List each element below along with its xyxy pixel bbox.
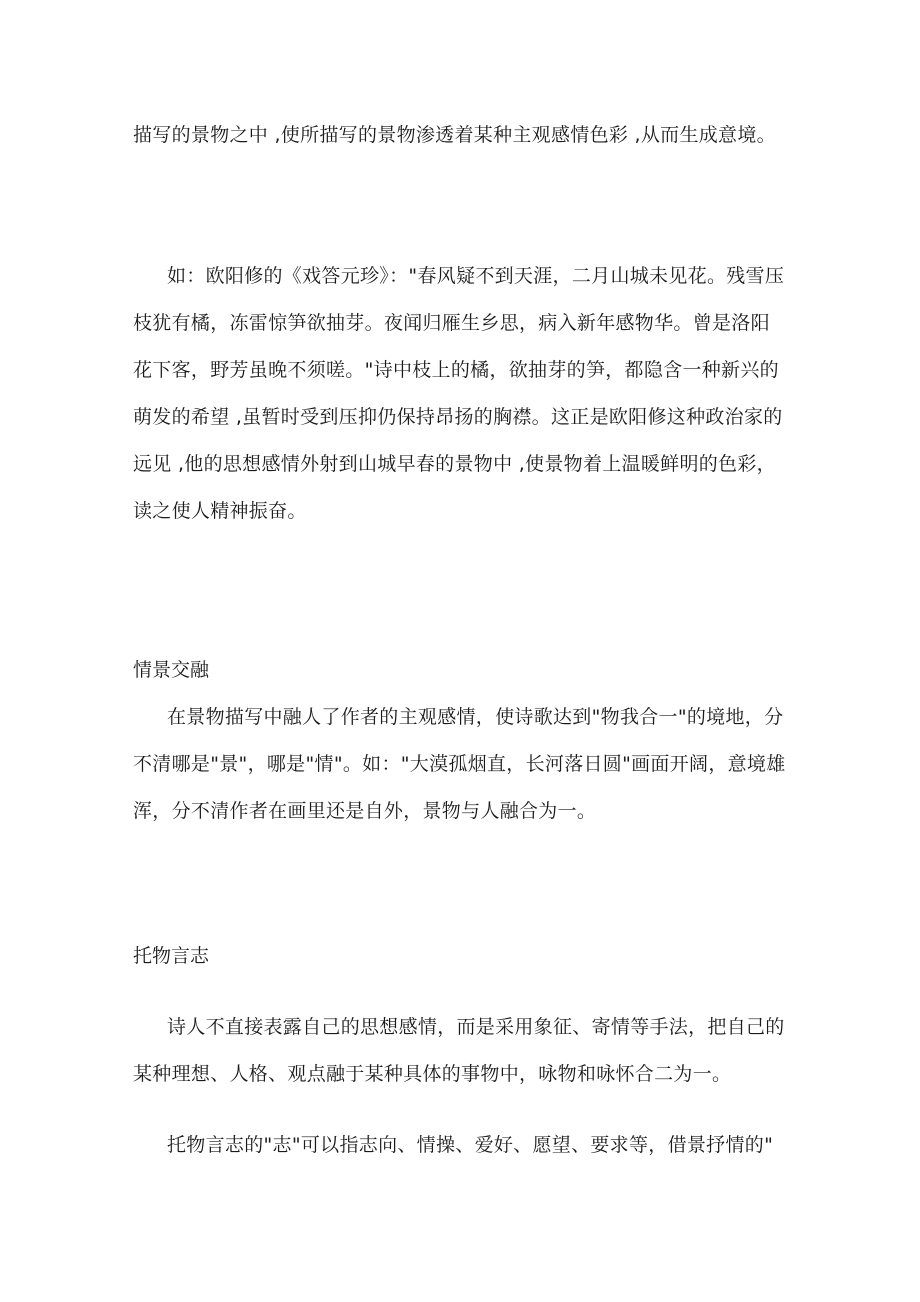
section-paragraph-object-aspiration-2: 托物言志的"志"可以指志向、情操、爱好、愿望、要求等，借景抒情的" (167, 1134, 774, 1156)
section-paragraph-scene-emotion: 在景物描写中融人了作者的主观感情，使诗歌达到"物我合一"的境地，分不清哪是"景"，哪是"情"。如："大漠孤烟直，长河落日圆"画面开阔，意境雄浑，分不清作者在画里还是自外，景物与人融合为一。 (133, 706, 786, 822)
section-heading-scene-emotion: 情景交融 (133, 659, 210, 681)
section-heading-object-aspiration: 托物言志 (133, 945, 210, 967)
continuation-paragraph: 描写的景物之中 ,使所描写的景物渗透着某种主观感情色彩 ,从而生成意境。 (133, 124, 776, 146)
example-paragraph: 如：欧阳修的《戏答元珍》："春风疑不到天涯，二月山城未见花。残雪压枝犹有橘，冻雷惊笋欲抽芽。夜闻归雁生乡思，病入新年感物华。曾是洛阳花下客，野芳虽晚不须嗟。"诗中枝上的橘，欲抽芽的笋，都隐含一种新兴的萌发的希望 ,虽暂时受到压抑仍保持昂扬的胸襟。这正是欧阳修这种政治家的远见 ,他的思想感情外射到山城早春的景物中 ,使景物着上温暖鲜明的色彩，读之使人精神振奋。 (133, 265, 785, 522)
section-paragraph-object-aspiration-1: 诗人不直接表露自己的思想感情，而是采用象征、寄情等手法，把自己的某种理想、人格、观点融于某种具体的事物中，咏物和咏怀合二为一。 (133, 1016, 785, 1085)
